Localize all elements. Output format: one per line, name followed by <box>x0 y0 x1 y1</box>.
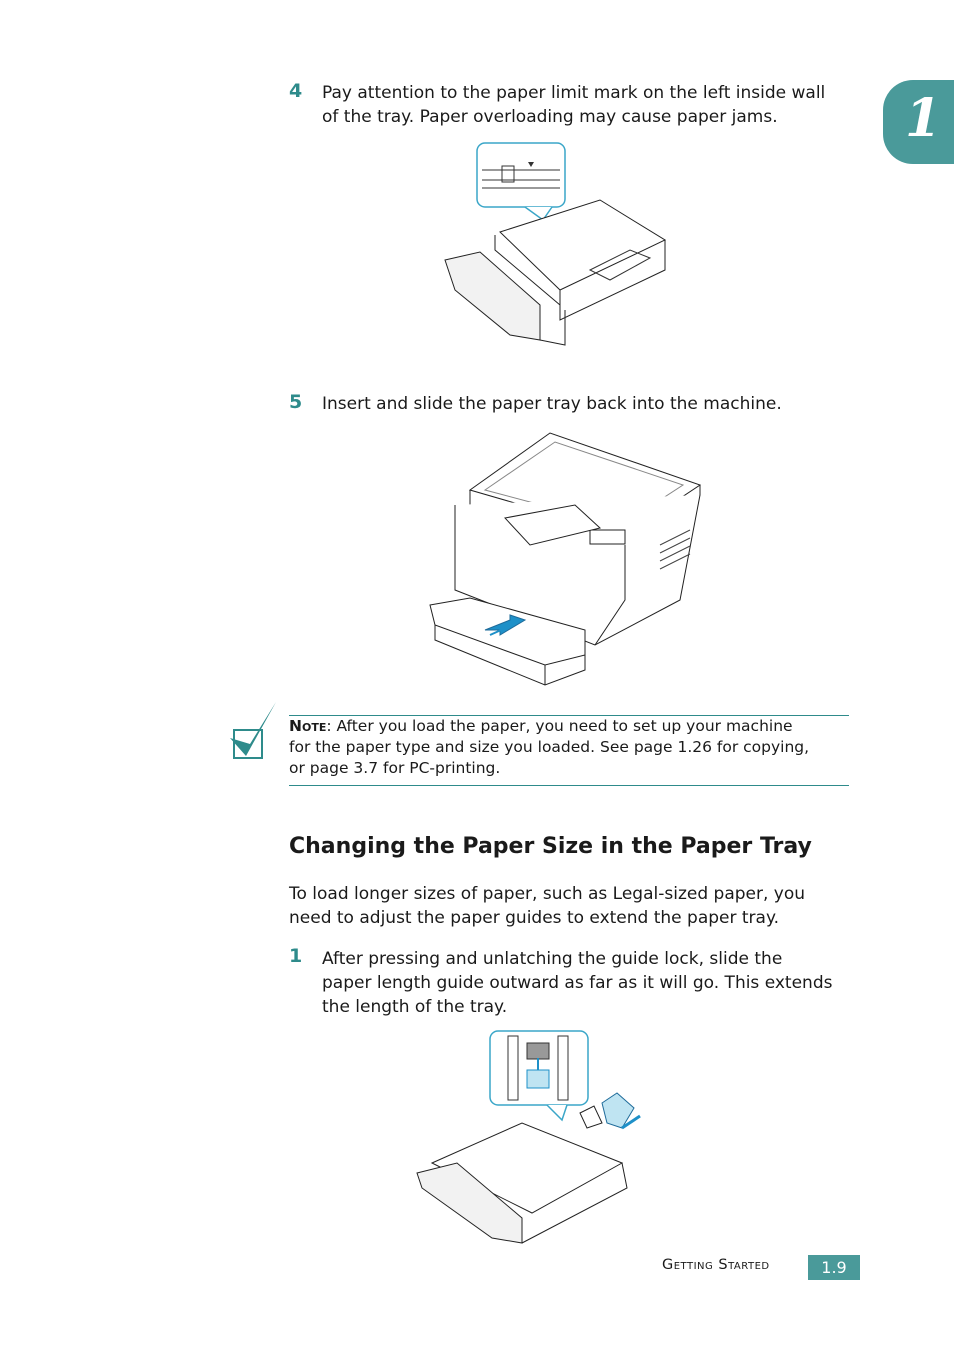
step-number: 5 <box>289 391 303 413</box>
note-line: for the paper type and size you loaded. See page 1.26 for copying, <box>289 738 810 756</box>
paper-tray-limit-illustration <box>440 140 680 355</box>
step-line: Insert and slide the paper tray back into the machine. <box>322 394 782 414</box>
step-text <box>322 392 782 416</box>
step-line: of the tray. Paper overloading may cause paper jams. <box>322 107 778 127</box>
step-line: the length of the tray. <box>322 997 508 1017</box>
step-text <box>322 947 832 1019</box>
chapter-tab <box>883 80 954 164</box>
step-line: Pay attention to the paper limit mark on the left inside wall <box>322 83 826 103</box>
step-text <box>322 81 825 129</box>
note-bottom-rule <box>289 785 849 786</box>
intro-line: To load longer sizes of paper, such as Legal-sized paper, you <box>289 884 806 904</box>
step-number: 4 <box>289 80 303 102</box>
printer-insert-tray-illustration <box>425 430 705 692</box>
checkmark-note-icon <box>228 700 280 762</box>
chapter-number: 1 <box>905 88 942 149</box>
note-label: Note <box>289 717 327 735</box>
footer-section-label: Getting Started <box>662 1257 770 1273</box>
step-number: 1 <box>289 945 303 967</box>
step-line: After pressing and unlatching the guide lock, slide the <box>322 949 783 969</box>
section-heading: Changing the Paper Size in the Paper Tray <box>289 834 812 859</box>
paper-guide-extend-illustration <box>412 1028 647 1248</box>
step-line: paper length guide outward as far as it will go. This extends <box>322 973 833 993</box>
section-intro <box>289 882 805 930</box>
intro-line: need to adjust the paper guides to extend the paper tray. <box>289 908 779 928</box>
note-line: : After you load the paper, you need to set up your machine <box>326 717 793 735</box>
note-line: or page 3.7 for PC-printing. <box>289 759 501 777</box>
note-box <box>289 716 849 779</box>
page-number: 1.9 <box>808 1255 860 1280</box>
